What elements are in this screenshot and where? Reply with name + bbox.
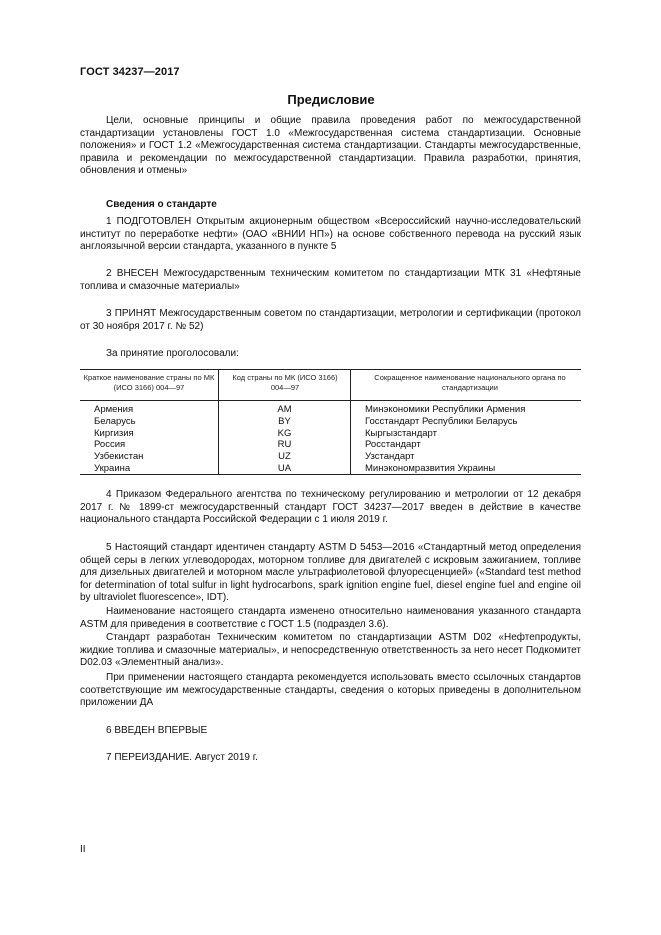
item-5-note-name: Наименование настоящего стандарта изменено относительно наименования указанного стандарта ASTM для приведения в соответствие с ГОСТ 1.5 (подраздел 3.6). <box>80 606 581 630</box>
table-cell: Армения <box>94 404 134 415</box>
table-header-code: Код страны по МК (ИСО 3166) 004—97 <box>232 373 338 392</box>
section-heading: Сведения о стандарте <box>106 199 217 210</box>
table-cell: Росстандарт <box>365 439 421 451</box>
table-column-body <box>365 404 525 475</box>
table-cell: Кыргызстандарт <box>365 427 437 439</box>
item-5-note-committee: Стандарт разработан Техническим комитетом по стандартизации ASTM D02 «Нефтепродукты, жидкие топлива и смазочные материалы», и непосредственную ответственность за него несет Подкомитет D02.03 «Элементный анализ». <box>80 632 581 668</box>
page-title: Предисловие <box>287 92 375 107</box>
table-header-country: Краткое наименование страны по МК (ИСО 3166) 004—97 <box>83 373 215 392</box>
item-4-paragraph: 4 Приказом Федерального агентства по техническому регулированию и метрологии от 12 декабря 2017 г. № 1899-ст межгосударственный стандарт ГОСТ 34237—2017 введен в действие в качестве национального стандарта Российской Федерации с 1 июля 2019 г. <box>80 489 581 525</box>
item-2-paragraph: 2 ВНЕСЕН Межгосударственным техническим комитетом по стандартизации МТК 31 «Нефтяные топлива и смазочные материалы» <box>80 268 581 292</box>
item-3-paragraph: 3 ПРИНЯТ Межгосударственным советом по стандартизации, метрологии и сертификации (протокол от 30 ноября 2017 г. № 52) <box>80 308 581 332</box>
item-5-paragraph: 5 Настоящий стандарт идентичен стандарту ASTM D 5453—2016 «Стандартный метод определения общей серы в легких углеводородах, моторном топливе для двигателей с искровым зажиганием, топливе для дизельных двигателей и моторном масле ультрафиолетовой флуоресценцией» («Standard test method for determination of total sulfur in light hydrocarbons, spark ignition engine fuel, diesel engine fuel and engine oil by ultraviolet fluorescence», IDT). <box>80 542 581 603</box>
table-header-body: Сокращенное наименование национального органа по стандартизации <box>374 373 566 392</box>
table-cell: AM <box>277 404 292 415</box>
table-cell: KG <box>277 427 292 439</box>
table-cell: Беларусь <box>94 415 136 427</box>
table-cell: UZ <box>278 451 291 463</box>
table-column-code <box>219 404 350 475</box>
table-cell: RU <box>277 439 292 451</box>
table-cell: Россия <box>94 439 126 451</box>
table-cell: Киргизия <box>94 427 134 439</box>
vote-caption: За принятие проголосовали: <box>106 348 239 359</box>
table-cell: Украина <box>94 462 131 474</box>
table-cell: Минэкономики Республики Армения <box>365 404 526 415</box>
item-6-paragraph: 6 ВВЕДЕН ВПЕРВЫЕ <box>106 725 208 736</box>
page-number: II <box>80 844 86 855</box>
item-1-paragraph: 1 ПОДГОТОВЛЕН Открытым акционерным обществом «Всероссийский научно-исследовательский институт по переработке нефти» (ОАО «ВНИИ НП») на основе собственного перевода на русский язык англоязычной версии стандарта, указанного в пункте 5 <box>80 216 581 252</box>
table-cell: Минэкономразвития Украины <box>365 462 496 474</box>
voting-table <box>80 369 581 475</box>
document-code: ГОСТ 34237—2017 <box>80 66 180 78</box>
table-cell: UA <box>277 462 292 474</box>
table-cell: Узстандарт <box>365 451 415 463</box>
table-cell: Узбекистан <box>94 451 144 463</box>
table-divider <box>350 370 351 474</box>
intro-paragraph: Цели, основные принципы и общие правила проведения работ по межгосударственной стандартизации установлены ГОСТ 1.0 «Межгосударственная система стандартизации. Основные положения» и ГОСТ 1.2 «Межгосударственная система стандартизации. Стандарты межгосударственные, правила и рекомендации по межгосударственной стандартизации. Правила разработки, принятия, обновления и отмены» <box>80 115 581 176</box>
table-cell: Госстандарт Республики Беларусь <box>365 415 518 427</box>
table-column-country <box>94 404 143 475</box>
item-7-paragraph: 7 ПЕРЕИЗДАНИЕ. Август 2019 г. <box>106 752 258 763</box>
item-5-note-references: При применении настоящего стандарта рекомендуется использовать вместо ссылочных стандартов соответствующие им межгосударственные стандарты, сведения о которых приведены в дополнительном приложении ДА <box>80 672 581 708</box>
table-cell: BY <box>278 415 291 427</box>
